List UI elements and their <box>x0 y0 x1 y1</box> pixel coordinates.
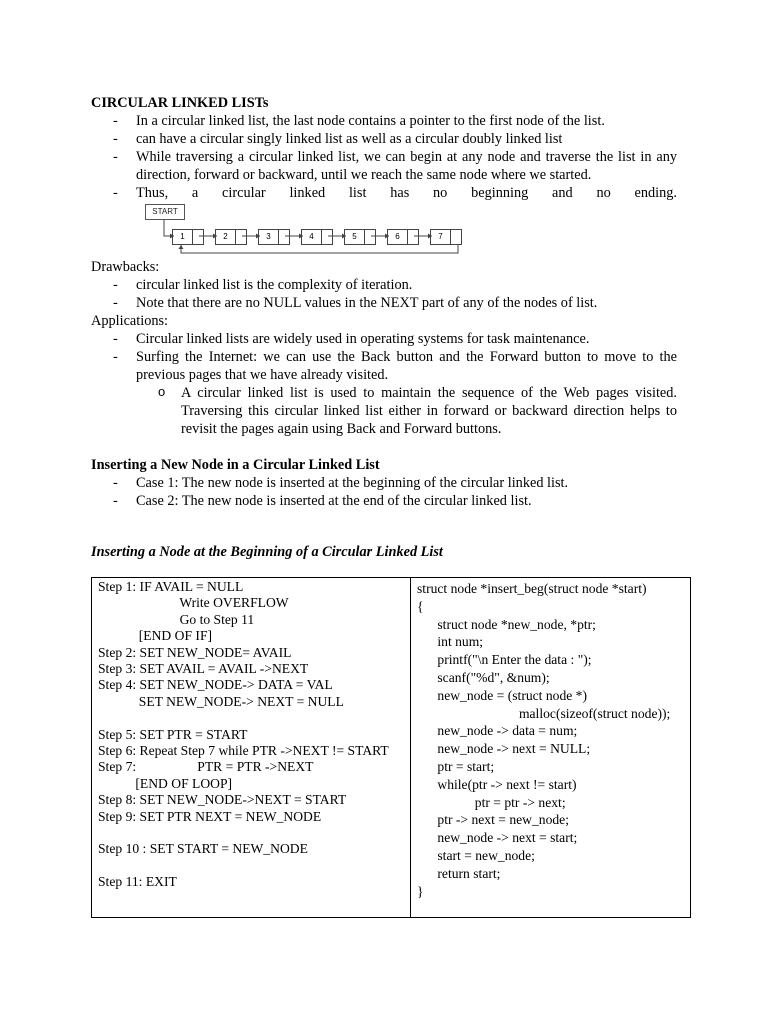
code-line: new_node -> next = start; <box>417 830 578 846</box>
code-line: { <box>417 598 424 614</box>
algorithm-line: Step 6: Repeat Step 7 while PTR ->NEXT != START <box>98 743 389 759</box>
algorithm-line <box>98 710 410 726</box>
applications-sublist <box>91 384 677 438</box>
algorithm-line: Step 8: SET NEW_NODE->NEXT = START <box>98 792 347 808</box>
list-item: - While traversing a circular linked list, we can begin at any node and traverse the list in any direction, forward or backward, until we reach the same node where we started. <box>91 148 677 184</box>
code-line: ptr = ptr -> next; <box>417 794 566 810</box>
list-node: 3 <box>258 229 290 245</box>
list-item: - Circular linked lists are widely used in operating systems for task maintenance. <box>91 330 677 348</box>
algorithm-line: Step 5: SET PTR = START <box>98 726 248 742</box>
code-line: new_node -> next = NULL; <box>417 741 591 757</box>
intro-list <box>91 112 677 202</box>
inserting-heading: Inserting a New Node in a Circular Linked List <box>91 457 380 473</box>
drawbacks-heading: Drawbacks: <box>91 259 160 275</box>
list-item: - Surfing the Internet: we can use the Back button and the Forward button to move to the previous pages that we have already visited. <box>91 348 677 384</box>
code-line: new_node = (struct node *) <box>417 687 587 703</box>
code-line: malloc(sizeof(struct node)); <box>417 705 671 721</box>
sub-list-item: o A circular linked list is used to maintain the sequence of the Web pages visited. Traversing this circular linked list either in forward or backward direction helps to revisit the pages again using Back and Forward buttons. <box>91 384 677 438</box>
code-line: start = new_node; <box>417 847 535 863</box>
list-node: 6 <box>387 229 419 245</box>
beginning-heading: Inserting a Node at the Beginning of a Circular Linked List <box>91 544 443 560</box>
algorithm-line: Write OVERFLOW <box>98 595 289 611</box>
list-item: - Case 1: The new node is inserted at the beginning of the circular linked list. <box>91 474 677 492</box>
code-line: int num; <box>417 634 484 650</box>
algorithm-line: Step 10 : SET START = NEW_NODE <box>98 841 308 857</box>
algorithm-line: Step 2: SET NEW_NODE= AVAIL <box>98 644 292 660</box>
list-item: - can have a circular singly linked list as well as a circular doubly linked list <box>91 130 677 148</box>
algorithm-line: Step 9: SET PTR NEXT = NEW_NODE <box>98 808 322 824</box>
list-item: - Note that there are no NULL values in the NEXT part of any of the nodes of list. <box>91 294 677 312</box>
code-line: scanf("%d", &num); <box>417 669 550 685</box>
list-item: - Case 2: The new node is inserted at the end of the circular linked list. <box>91 492 677 510</box>
code-line: } <box>417 883 424 899</box>
algorithm-line: Step 1: IF AVAIL = NULL <box>98 579 244 594</box>
code-line: ptr -> next = new_node; <box>417 812 569 828</box>
algorithm-line: Step 11: EXIT <box>98 874 177 890</box>
algorithm-line <box>98 858 410 874</box>
drawbacks-list <box>91 276 677 312</box>
circular-list-diagram <box>91 202 677 258</box>
algorithm-code-table <box>91 577 691 918</box>
list-node: 4 <box>301 229 333 245</box>
start-pointer-box: START <box>145 204 185 220</box>
document-page <box>91 94 677 561</box>
list-node: 2 <box>215 229 247 245</box>
list-node: 1 <box>172 229 204 245</box>
applications-heading: Applications: <box>91 313 169 329</box>
algorithm-line: SET NEW_NODE-> NEXT = NULL <box>98 693 344 709</box>
section-title: CIRCULAR LINKED LISTs <box>91 95 269 111</box>
list-item: - Thus, a circular linked list has no beginning and no ending. <box>91 184 677 202</box>
algorithm-line: Go to Step 11 <box>98 611 255 627</box>
algorithm-line <box>98 825 410 841</box>
algorithm-line: Step 4: SET NEW_NODE-> DATA = VAL <box>98 677 333 693</box>
code-line: while(ptr -> next != start) <box>417 776 577 792</box>
list-item: - In a circular linked list, the last node contains a pointer to the first node of the list. <box>91 112 677 130</box>
algorithm-line: Step 7: PTR = PTR ->NEXT <box>98 759 314 775</box>
algorithm-line: Step 3: SET AVAIL = AVAIL ->NEXT <box>98 661 309 677</box>
code-line: struct node *insert_beg(struct node *start) <box>417 581 647 596</box>
code-line: new_node -> data = num; <box>417 723 578 739</box>
list-node: 7 <box>430 229 462 245</box>
code-line: ptr = start; <box>417 758 495 774</box>
code-cell <box>411 578 691 918</box>
list-item: - circular linked list is the complexity of iteration. <box>91 276 677 294</box>
list-node: 5 <box>344 229 376 245</box>
algorithm-line: [END OF LOOP] <box>98 775 233 791</box>
algorithm-line: [END OF IF] <box>98 628 213 644</box>
algorithm-cell <box>92 578 411 918</box>
inserting-list <box>91 474 677 510</box>
applications-list <box>91 330 677 384</box>
code-line: struct node *new_node, *ptr; <box>417 616 596 632</box>
code-line: printf("\n Enter the data : "); <box>417 652 592 668</box>
code-line: return start; <box>417 865 501 881</box>
